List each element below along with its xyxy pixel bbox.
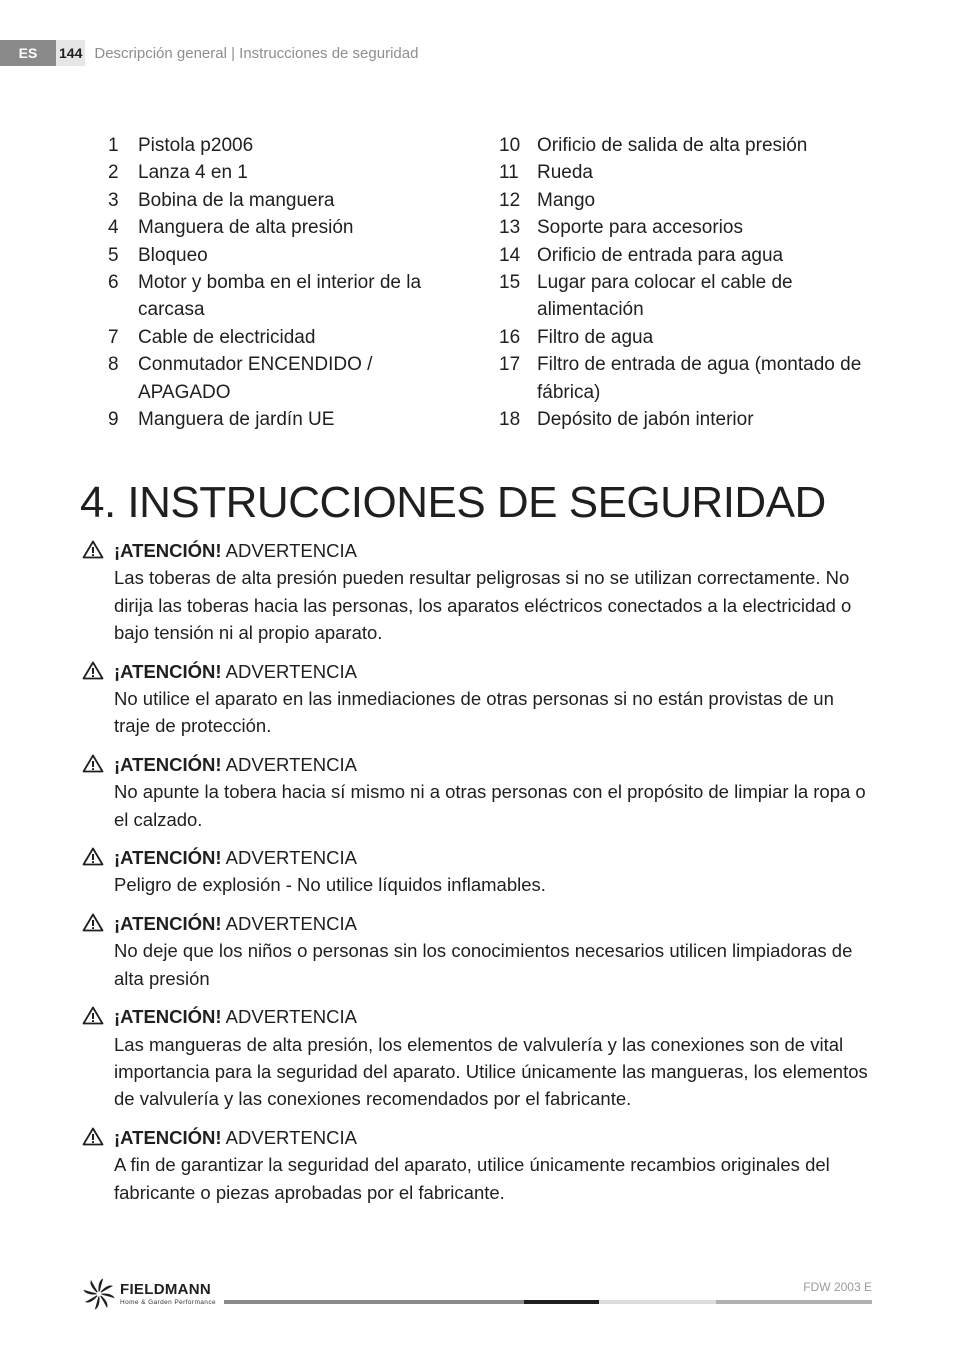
warning-text: No apunte la tobera hacia sí mismo ni a otras personas con el propósito de limpiar la ropa o el calzado.: [114, 781, 866, 830]
part-label: Pistola p2006: [138, 135, 254, 156]
part-item: [499, 187, 869, 214]
part-number: 14: [499, 244, 521, 266]
header-title: Descripción general | Instrucciones de seguridad: [94, 44, 419, 62]
part-label: Orificio de salida de alta presión: [537, 135, 808, 156]
part-number: 6: [108, 272, 119, 294]
footer-rule-light: [599, 1300, 716, 1304]
footer-rule-gray-1: [224, 1300, 524, 1304]
warning-level: ADVERTENCIA: [221, 847, 357, 869]
warning-text: Peligro de explosión - No utilice líquidos inflamables.: [114, 874, 546, 896]
swirl-logo-icon: [82, 1277, 116, 1311]
part-label: Conmutador ENCENDIDO / APAGADO: [138, 354, 373, 403]
part-label: Lugar para colocar el cable de alimentación: [537, 272, 793, 321]
parts-list-left: [108, 132, 468, 433]
warning-text: Las toberas de alta presión pueden resultar peligrosas si no se utilizan correctamente. No dirija las toberas hacia las personas, los aparatos eléctricos conectados a la electricidad o bajo tensión ni al propio aparato.: [114, 567, 852, 644]
part-number: 11: [499, 162, 519, 184]
part-label: Motor y bomba en el interior de la carcasa: [138, 272, 422, 321]
warning-label: [114, 537, 872, 564]
warning-label: [114, 1003, 872, 1030]
footer-rule-gray-2: [716, 1300, 872, 1304]
part-number: 3: [108, 189, 119, 211]
part-item: [499, 324, 869, 351]
part-item: [499, 132, 869, 159]
part-number: 16: [499, 326, 521, 348]
warning-strong: ¡ATENCIÓN!: [114, 753, 222, 775]
part-label: Depósito de jabón interior: [537, 409, 754, 431]
parts-list-right: [499, 132, 869, 433]
part-label: Mango: [537, 189, 596, 211]
part-item: [108, 324, 468, 351]
part-number: 1: [108, 135, 119, 156]
warning-label: [114, 751, 872, 778]
warning-level: ADVERTENCIA: [221, 1006, 357, 1028]
part-item: [108, 351, 468, 406]
warning-label: [114, 658, 872, 685]
model-number: FDW 2003 E: [803, 1280, 872, 1294]
part-item: [108, 187, 468, 214]
part-item: [499, 351, 869, 406]
warning-icon: [82, 1003, 114, 1113]
brand-name: FIELDMANN: [120, 1280, 212, 1298]
warning-icon: [82, 844, 114, 899]
part-number: 8: [108, 354, 119, 376]
warning-icon: [82, 658, 114, 740]
warning-level: ADVERTENCIA: [221, 753, 357, 775]
warning-block: [82, 537, 872, 647]
part-number: 5: [108, 244, 119, 266]
part-label: Rueda: [537, 162, 593, 184]
warning-block: [82, 1003, 872, 1113]
part-item: [108, 269, 468, 324]
part-item: [499, 242, 869, 269]
warning-label: [114, 844, 872, 871]
warning-text: No utilice el aparato en las inmediaciones de otras personas si no están provistas de un traje de protección.: [114, 688, 834, 737]
warning-label: [114, 1124, 872, 1151]
part-label: Soporte para accesorios: [537, 217, 743, 239]
part-number: 13: [499, 217, 521, 239]
warning-level: ADVERTENCIA: [221, 1126, 357, 1148]
part-item: [499, 214, 869, 241]
warning-icon: [82, 751, 114, 833]
warning-strong: ¡ATENCIÓN!: [114, 660, 222, 682]
warning-block: [82, 1124, 872, 1206]
warning-text: Las mangueras de alta presión, los elementos de valvulería y las conexiones son de vital importancia para la seguridad del aparato. Utilice únicamente las mangueras, los elementos de valvulería y las conexiones recomendados por el fabricante.: [114, 1033, 868, 1110]
part-label: Orificio de entrada para agua: [537, 244, 784, 266]
part-label: Manguera de alta presión: [138, 217, 354, 239]
part-label: Filtro de entrada de agua (montado de fábrica): [537, 354, 862, 403]
warning-block: [82, 844, 872, 899]
warning-icon: [82, 1124, 114, 1206]
warning-strong: ¡ATENCIÓN!: [114, 847, 222, 869]
page-header: [0, 40, 418, 66]
part-item: [108, 214, 468, 241]
page-number: 144: [56, 40, 85, 66]
warning-level: ADVERTENCIA: [221, 540, 357, 561]
part-label: Lanza 4 en 1: [138, 162, 248, 184]
part-item: [108, 132, 468, 159]
warning-strong: ¡ATENCIÓN!: [114, 1126, 222, 1148]
part-number: 2: [108, 162, 119, 184]
warning-block: [82, 751, 872, 833]
footer-rule-black: [524, 1300, 599, 1304]
warning-icon: [82, 537, 114, 647]
section-title: 4. INSTRUCCIONES DE SEGURIDAD: [80, 478, 826, 527]
warning-text: A fin de garantizar la seguridad del aparato, utilice únicamente recambios originales del fabricante o piezas aprobadas por el fabricante.: [114, 1154, 830, 1203]
part-number: 10: [499, 135, 521, 156]
part-number: 7: [108, 326, 119, 348]
warning-strong: ¡ATENCIÓN!: [114, 540, 222, 561]
part-number: 12: [499, 189, 521, 211]
part-label: Filtro de agua: [537, 326, 654, 348]
part-item: [108, 159, 468, 186]
part-label: Manguera de jardín UE: [138, 409, 335, 431]
part-number: 9: [108, 409, 119, 431]
warning-level: ADVERTENCIA: [221, 912, 357, 934]
part-label: Cable de electricidad: [138, 326, 316, 348]
part-number: 18: [499, 409, 521, 431]
part-label: Bloqueo: [138, 244, 208, 266]
language-badge: ES: [0, 40, 56, 66]
warnings-list: [82, 537, 872, 1217]
warning-strong: ¡ATENCIÓN!: [114, 1006, 222, 1028]
part-number: 4: [108, 217, 119, 239]
warning-text: No deje que los niños o personas sin los conocimientos necesarios utilicen limpiadoras de alta presión: [114, 940, 853, 989]
warning-block: [82, 658, 872, 740]
warning-block: [82, 910, 872, 992]
brand-tagline: Home & Garden Performance: [120, 1298, 216, 1306]
warning-label: [114, 910, 872, 937]
part-item: [108, 242, 468, 269]
warning-level: ADVERTENCIA: [221, 660, 357, 682]
part-number: 17: [499, 354, 521, 376]
warning-icon: [82, 910, 114, 992]
warning-strong: ¡ATENCIÓN!: [114, 912, 222, 934]
part-item: [499, 406, 869, 433]
part-item: [499, 269, 869, 324]
part-item: [108, 406, 468, 433]
part-item: [499, 159, 869, 186]
part-label: Bobina de la manguera: [138, 189, 335, 211]
part-number: 15: [499, 272, 521, 294]
fieldmann-logo: [82, 1277, 216, 1311]
